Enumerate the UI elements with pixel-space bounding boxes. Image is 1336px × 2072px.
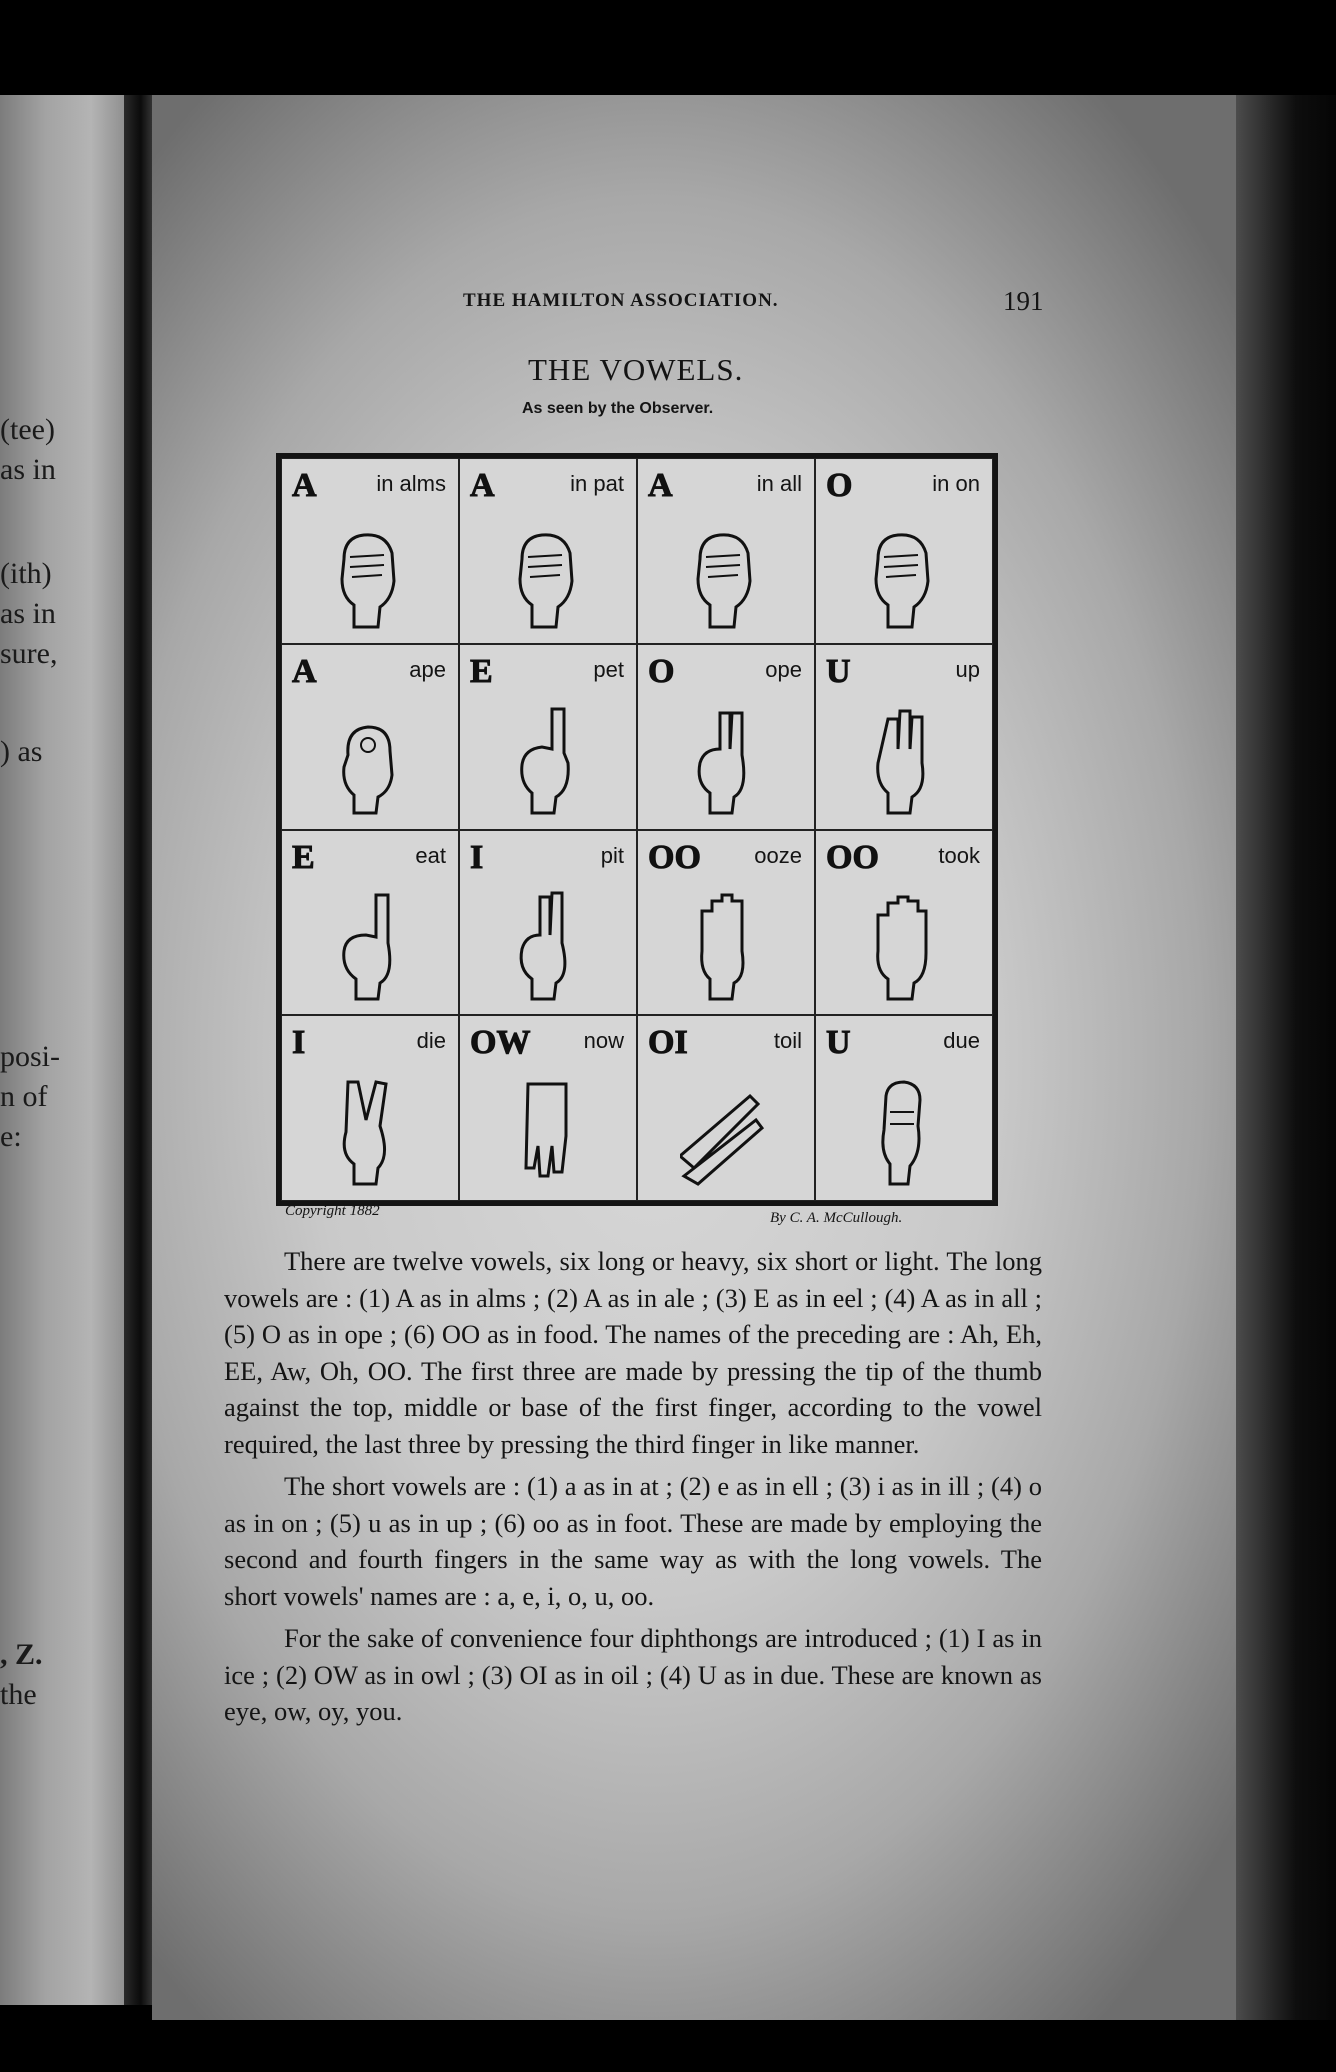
vowel-letter: O [826, 467, 853, 504]
three-finger-hand-icon [858, 705, 948, 815]
open-hand-icon [680, 891, 770, 1001]
example-word: ooze [754, 842, 802, 868]
chart-cell [459, 644, 637, 830]
chart-cell [459, 1015, 637, 1201]
example-word: eat [415, 842, 446, 868]
example-word: took [938, 842, 980, 868]
example-word: in alms [376, 471, 446, 496]
left-page-edge [0, 95, 130, 2005]
example-word: die [416, 1028, 446, 1054]
vowel-letter: A [292, 652, 317, 690]
chart-cell [459, 458, 637, 644]
vowel-letter: A [648, 467, 673, 504]
vowel-letter: I [292, 1024, 306, 1062]
example-word: now [583, 1028, 624, 1054]
example-word: up [955, 656, 980, 682]
vowel-letter: E [470, 652, 493, 690]
page-number: 191 [1003, 286, 1044, 316]
vowel-letter: A [292, 467, 317, 504]
chart-cell [637, 458, 815, 644]
chart-cell [281, 458, 459, 644]
chart-cell [815, 1015, 993, 1201]
example-word: in all [756, 471, 802, 496]
example-word: in on [932, 471, 980, 496]
running-head: THE HAMILTON ASSOCIATION. [463, 290, 779, 311]
chart-cell [815, 830, 993, 1016]
vowel-letter: OO [826, 838, 879, 876]
chart-cell [637, 1015, 815, 1201]
victory-hand-icon [324, 1076, 414, 1186]
open-hand-icon [858, 891, 948, 1001]
left-page-fragment: (ith) [0, 557, 52, 590]
example-word: ape [409, 656, 446, 682]
left-page-fragment: as in [0, 453, 56, 486]
paragraph: For the sake of convenience four diphthongs are introduced ; (1) I as in ice ; (2) OW as in owl ; (3) OI as in oil ; (4) U as in due. These are known as eye, ow, oy, you. [224, 1623, 1042, 1726]
two-finger-hand-icon [502, 891, 592, 1001]
chart-cell [815, 644, 993, 830]
vowel-letter: OI [648, 1024, 688, 1062]
chart-cell [281, 1015, 459, 1201]
left-page-fragment: e: [0, 1120, 22, 1153]
vowel-letter: A [470, 467, 495, 504]
left-page-fragment: (tee) [0, 413, 55, 446]
fist-hand-icon [680, 519, 770, 629]
chart-cell [637, 830, 815, 1016]
example-word: in pat [570, 471, 624, 496]
left-page-fragment: , Z. [0, 1638, 43, 1671]
example-word: pet [593, 656, 624, 682]
example-word: due [943, 1028, 980, 1054]
chart-signature: By C. A. McCullough. [770, 1210, 903, 1226]
vowel-letter: I [470, 838, 484, 876]
fist-hand-icon [502, 519, 592, 629]
left-page-fragment: the [0, 1678, 37, 1711]
body-text [224, 1243, 1042, 1736]
page-subtitle: As seen by the Observer. [522, 400, 714, 417]
chart-cell [281, 830, 459, 1016]
chart-cell [815, 458, 993, 644]
two-finger-hand-icon [680, 705, 770, 815]
vowel-letter: E [292, 838, 315, 876]
book-gutter [124, 95, 154, 2005]
paragraph: The short vowels are : (1) a as in at ; (2) e as in ell ; (3) i as in ill ; (4) o as in on ; (5) u as in up ; (6) oo as in foot. These are made by employing the second and fourth fingers in the same way as with the long vowels. The short vowels' names are : a, e, i, o, u, oo. [224, 1471, 1042, 1611]
page-title: THE VOWELS. [528, 352, 744, 387]
example-word: pit [600, 842, 624, 868]
fist-hand-icon [858, 519, 948, 629]
vowel-letter: OW [470, 1024, 531, 1062]
vowel-letter: U [826, 652, 851, 690]
vowel-letter: O [648, 652, 675, 690]
left-page-fragment: ) as [0, 735, 43, 768]
crossed-fingers-hand-icon [680, 1076, 770, 1186]
downward-hand-icon [502, 1076, 592, 1186]
vowel-hand-sign-chart [276, 453, 998, 1206]
pointing-finger-hand-icon [324, 891, 414, 1001]
chart-cell [459, 830, 637, 1016]
vowel-letter: OO [648, 838, 701, 876]
fist-hand-icon [324, 519, 414, 629]
left-page-fragment: posi- [0, 1040, 60, 1073]
chart-copyright: Copyright 1882 [285, 1203, 380, 1219]
chart-cell [281, 644, 459, 830]
example-word: ope [765, 656, 802, 682]
left-page-fragment: sure, [0, 637, 58, 670]
left-page-fragment: as in [0, 597, 56, 630]
right-page-edge [1236, 95, 1336, 2020]
example-word: toil [773, 1028, 802, 1054]
chart-cell [637, 644, 815, 830]
left-page-fragment: n of [0, 1080, 48, 1113]
pointing-finger-hand-icon [502, 705, 592, 815]
thumb-touch-hand-icon [324, 705, 414, 815]
paragraph: There are twelve vowels, six long or heavy, six short or light. The long vowels are : (1) A as in alms ; (2) A as in ale ; (3) E as in eel ; (4) A as in all ; (5) O as in ope ; (6) OO as in food. The names of the preceding are : Ah, Eh, EE, Aw, Oh, OO. The first three are made by pressing the tip of the thumb against the top, middle or base of the first finger, according to the vowel required, the last three by pressing the third finger in like manner. [224, 1246, 1042, 1459]
vowel-letter: U [826, 1024, 851, 1062]
closed-hand-icon [858, 1076, 948, 1186]
